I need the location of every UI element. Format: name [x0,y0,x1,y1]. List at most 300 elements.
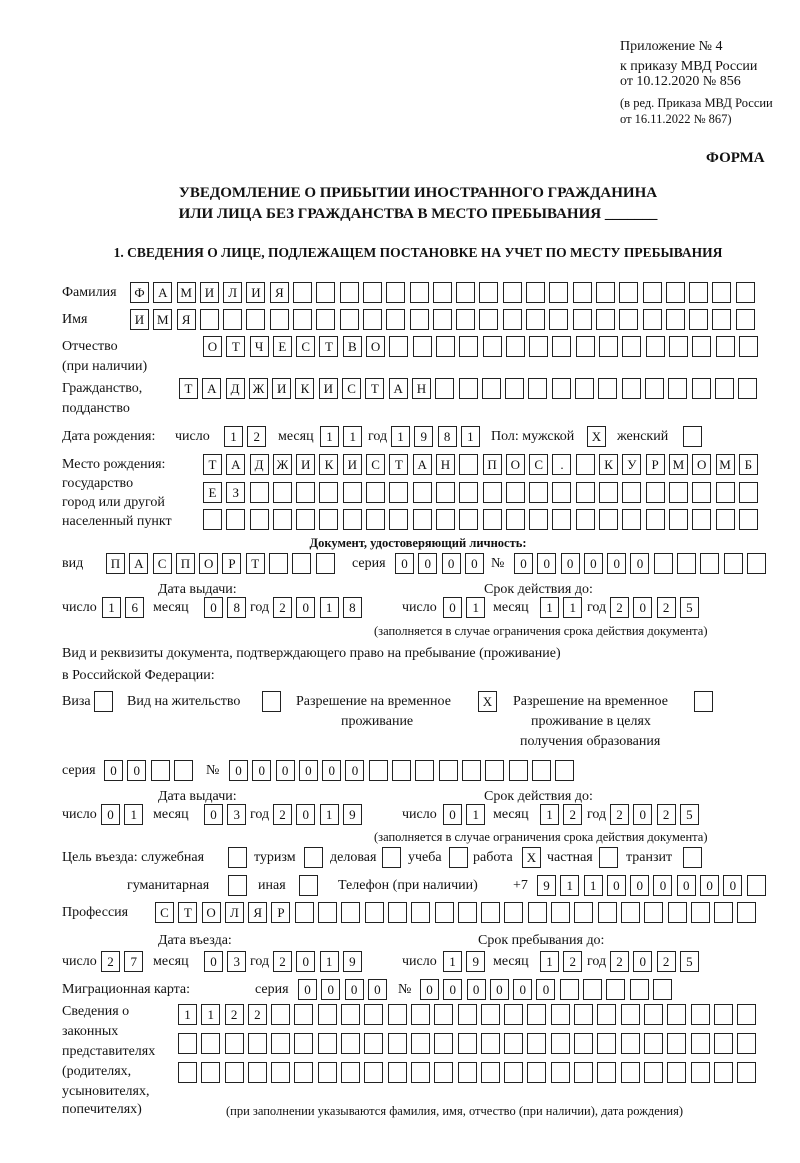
char-cell[interactable]: М [153,309,172,330]
char-cell[interactable]: Т [203,454,222,475]
char-cell[interactable] [462,760,481,781]
char-cell[interactable]: 2 [273,597,292,618]
char-cell[interactable]: 1 [224,426,243,447]
char-cell[interactable] [712,282,731,303]
char-cell[interactable] [738,378,757,399]
checkbox-cell[interactable] [228,875,247,896]
char-cell[interactable] [459,482,478,503]
char-cell[interactable] [481,1004,500,1025]
char-cell[interactable] [413,509,432,530]
migration-series-field[interactable] [298,979,391,1000]
char-cell[interactable] [715,378,734,399]
char-cell[interactable] [248,1033,267,1054]
birthplace-line-3[interactable] [203,509,762,530]
char-cell[interactable]: Ж [249,378,268,399]
char-cell[interactable] [292,553,311,574]
char-cell[interactable] [529,482,548,503]
char-cell[interactable] [340,309,359,330]
char-cell[interactable] [527,1033,546,1054]
char-cell[interactable]: К [319,454,338,475]
char-cell[interactable] [669,336,688,357]
id-valid-month-field[interactable] [540,597,587,618]
char-cell[interactable] [413,336,432,357]
char-cell[interactable] [621,1033,640,1054]
char-cell[interactable]: 0 [443,979,462,1000]
citizenship-field[interactable] [179,378,761,399]
char-cell[interactable] [549,282,568,303]
char-cell[interactable] [677,553,696,574]
char-cell[interactable] [250,509,269,530]
char-cell[interactable]: 1 [124,804,143,825]
char-cell[interactable]: 0 [633,951,652,972]
char-cell[interactable] [737,1004,756,1025]
char-cell[interactable] [506,509,525,530]
char-cell[interactable]: Р [646,454,665,475]
char-cell[interactable]: Д [250,454,269,475]
char-cell[interactable] [250,482,269,503]
char-cell[interactable]: Е [273,336,292,357]
char-cell[interactable] [576,454,595,475]
char-cell[interactable]: Я [177,309,196,330]
char-cell[interactable]: 1 [540,804,559,825]
char-cell[interactable] [714,902,733,923]
char-cell[interactable]: Т [365,378,384,399]
char-cell[interactable]: П [483,454,502,475]
char-cell[interactable] [552,378,571,399]
char-cell[interactable] [363,309,382,330]
id-series-field[interactable] [395,553,488,574]
char-cell[interactable] [388,902,407,923]
char-cell[interactable]: А [413,454,432,475]
char-cell[interactable] [689,309,708,330]
char-cell[interactable] [532,760,551,781]
char-cell[interactable] [343,482,362,503]
char-cell[interactable] [621,902,640,923]
char-cell[interactable] [296,509,315,530]
char-cell[interactable] [246,309,265,330]
char-cell[interactable] [294,1062,313,1083]
char-cell[interactable]: 0 [633,804,652,825]
checkbox-cell[interactable] [382,847,401,868]
char-cell[interactable] [413,482,432,503]
char-cell[interactable] [668,378,687,399]
char-cell[interactable] [692,509,711,530]
char-cell[interactable] [597,1033,616,1054]
char-cell[interactable] [644,902,663,923]
char-cell[interactable]: 0 [561,553,580,574]
char-cell[interactable] [692,482,711,503]
char-cell[interactable] [598,902,617,923]
char-cell[interactable]: 0 [536,979,555,1000]
char-cell[interactable] [619,309,638,330]
char-cell[interactable]: 1 [178,1004,197,1025]
char-cell[interactable]: 0 [630,875,649,896]
char-cell[interactable] [316,309,335,330]
char-cell[interactable]: 1 [320,426,339,447]
purpose-other-checkbox[interactable] [299,875,322,896]
char-cell[interactable]: 1 [466,597,485,618]
char-cell[interactable]: 1 [343,426,362,447]
char-cell[interactable] [736,282,755,303]
char-cell[interactable] [479,309,498,330]
id-issue-month-field[interactable] [204,597,251,618]
birth-month-field[interactable] [320,426,367,447]
char-cell[interactable]: 1 [320,597,339,618]
char-cell[interactable]: 9 [537,875,556,896]
stay-issue-month-field[interactable] [204,804,251,825]
char-cell[interactable] [619,282,638,303]
char-cell[interactable]: 0 [418,553,437,574]
char-cell[interactable]: 9 [343,804,362,825]
char-cell[interactable]: 0 [296,951,315,972]
char-cell[interactable]: 0 [677,875,696,896]
char-cell[interactable]: П [106,553,125,574]
char-cell[interactable] [178,1033,197,1054]
char-cell[interactable]: 3 [227,804,246,825]
stay-year-field[interactable] [610,951,703,972]
char-cell[interactable]: 1 [391,426,410,447]
char-cell[interactable]: 0 [204,597,223,618]
char-cell[interactable]: 9 [466,951,485,972]
char-cell[interactable] [669,509,688,530]
char-cell[interactable]: И [246,282,265,303]
char-cell[interactable] [388,1004,407,1025]
sex-male-checkbox[interactable] [587,426,610,447]
char-cell[interactable] [506,336,525,357]
char-cell[interactable] [597,1062,616,1083]
char-cell[interactable] [316,282,335,303]
char-cell[interactable] [691,1062,710,1083]
checkbox-cell[interactable] [299,875,318,896]
char-cell[interactable] [226,509,245,530]
char-cell[interactable]: 2 [273,804,292,825]
char-cell[interactable] [271,1033,290,1054]
checkbox-cell[interactable] [449,847,468,868]
char-cell[interactable] [341,1004,360,1025]
char-cell[interactable] [436,336,455,357]
char-cell[interactable] [415,760,434,781]
char-cell[interactable] [643,282,662,303]
char-cell[interactable] [270,309,289,330]
char-cell[interactable] [341,1033,360,1054]
char-cell[interactable] [295,902,314,923]
char-cell[interactable] [318,1062,337,1083]
char-cell[interactable] [458,1033,477,1054]
char-cell[interactable] [666,309,685,330]
patronymic-field[interactable] [203,336,762,357]
char-cell[interactable]: 1 [563,597,582,618]
char-cell[interactable]: 1 [540,951,559,972]
char-cell[interactable]: 1 [560,875,579,896]
char-cell[interactable] [573,309,592,330]
char-cell[interactable] [574,902,593,923]
checkbox-cell[interactable] [304,847,323,868]
migration-number-field[interactable] [420,979,676,1000]
char-cell[interactable] [527,1062,546,1083]
char-cell[interactable]: 2 [273,951,292,972]
char-cell[interactable]: 0 [584,553,603,574]
char-cell[interactable] [739,336,758,357]
char-cell[interactable] [271,1004,290,1025]
char-cell[interactable]: Т [319,336,338,357]
char-cell[interactable] [389,336,408,357]
id-issue-day-field[interactable] [102,597,149,618]
char-cell[interactable] [621,1062,640,1083]
char-cell[interactable] [294,1004,313,1025]
char-cell[interactable] [599,336,618,357]
char-cell[interactable] [481,902,500,923]
char-cell[interactable]: Ч [250,336,269,357]
char-cell[interactable]: О [202,902,221,923]
char-cell[interactable] [458,1062,477,1083]
char-cell[interactable] [201,1033,220,1054]
char-cell[interactable]: И [200,282,219,303]
char-cell[interactable] [551,902,570,923]
char-cell[interactable]: 8 [438,426,457,447]
char-cell[interactable]: Л [223,282,242,303]
char-cell[interactable] [456,309,475,330]
checkbox-cell[interactable] [94,691,113,712]
char-cell[interactable]: С [366,454,385,475]
char-cell[interactable] [509,760,528,781]
char-cell[interactable] [294,1033,313,1054]
char-cell[interactable] [459,454,478,475]
char-cell[interactable] [622,509,641,530]
char-cell[interactable]: 0 [537,553,556,574]
char-cell[interactable]: 0 [513,979,532,1000]
char-cell[interactable]: К [599,454,618,475]
char-cell[interactable]: 0 [607,875,626,896]
char-cell[interactable]: Ж [273,454,292,475]
char-cell[interactable] [340,282,359,303]
char-cell[interactable]: 2 [101,951,120,972]
char-cell[interactable] [434,1062,453,1083]
char-cell[interactable] [692,336,711,357]
char-cell[interactable]: З [226,482,245,503]
char-cell[interactable]: 2 [563,951,582,972]
char-cell[interactable]: О [506,454,525,475]
char-cell[interactable] [583,979,602,1000]
char-cell[interactable]: Т [389,454,408,475]
char-cell[interactable] [481,1062,500,1083]
char-cell[interactable] [365,902,384,923]
char-cell[interactable] [479,282,498,303]
char-cell[interactable]: 1 [320,951,339,972]
char-cell[interactable] [555,760,574,781]
char-cell[interactable] [576,482,595,503]
char-cell[interactable] [596,309,615,330]
char-cell[interactable]: 1 [102,597,121,618]
stay-valid-day-field[interactable] [443,804,490,825]
checkbox-cell[interactable] [694,691,713,712]
char-cell[interactable] [653,979,672,1000]
stay-series-field[interactable] [104,760,197,781]
char-cell[interactable] [269,553,288,574]
char-cell[interactable] [225,1033,244,1054]
char-cell[interactable] [654,553,673,574]
char-cell[interactable]: Р [222,553,241,574]
char-cell[interactable]: 2 [657,804,676,825]
char-cell[interactable] [692,378,711,399]
char-cell[interactable] [203,509,222,530]
char-cell[interactable]: 7 [124,951,143,972]
char-cell[interactable]: 3 [227,951,246,972]
char-cell[interactable] [689,282,708,303]
char-cell[interactable] [503,309,522,330]
char-cell[interactable] [318,1004,337,1025]
char-cell[interactable]: 0 [442,553,461,574]
purpose-transit-checkbox[interactable] [683,847,706,868]
char-cell[interactable]: Т [179,378,198,399]
char-cell[interactable]: Н [436,454,455,475]
char-cell[interactable] [737,902,756,923]
char-cell[interactable] [576,336,595,357]
entry-month-field[interactable] [204,951,251,972]
char-cell[interactable] [573,282,592,303]
char-cell[interactable] [669,482,688,503]
char-cell[interactable]: 1 [584,875,603,896]
char-cell[interactable] [456,282,475,303]
char-cell[interactable] [341,902,360,923]
char-cell[interactable]: 8 [343,597,362,618]
char-cell[interactable] [597,1004,616,1025]
char-cell[interactable] [410,309,429,330]
id-type-field[interactable] [106,553,339,574]
char-cell[interactable] [411,1033,430,1054]
char-cell[interactable] [714,1033,733,1054]
char-cell[interactable] [273,482,292,503]
char-cell[interactable]: Я [248,902,267,923]
checkbox-cell[interactable] [228,847,247,868]
char-cell[interactable]: 0 [321,979,340,1000]
edu-residence-checkbox[interactable] [694,691,717,712]
char-cell[interactable] [691,1004,710,1025]
char-cell[interactable] [716,482,735,503]
char-cell[interactable] [596,282,615,303]
char-cell[interactable] [526,282,545,303]
char-cell[interactable]: 2 [610,804,629,825]
char-cell[interactable] [714,1062,733,1083]
char-cell[interactable]: У [622,454,641,475]
char-cell[interactable]: 0 [127,760,146,781]
char-cell[interactable] [574,1004,593,1025]
char-cell[interactable] [503,282,522,303]
char-cell[interactable]: 0 [345,979,364,1000]
char-cell[interactable] [667,1004,686,1025]
char-cell[interactable]: 0 [420,979,439,1000]
char-cell[interactable]: О [692,454,711,475]
char-cell[interactable]: С [155,902,174,923]
char-cell[interactable] [576,509,595,530]
char-cell[interactable]: 2 [247,426,266,447]
char-cell[interactable]: 0 [296,597,315,618]
char-cell[interactable] [458,1004,477,1025]
char-cell[interactable] [724,553,743,574]
char-cell[interactable]: Е [203,482,222,503]
char-cell[interactable] [318,902,337,923]
char-cell[interactable] [481,1033,500,1054]
char-cell[interactable] [366,509,385,530]
char-cell[interactable]: 1 [466,804,485,825]
char-cell[interactable] [529,336,548,357]
char-cell[interactable] [293,282,312,303]
char-cell[interactable] [411,1004,430,1025]
purpose-study-checkbox[interactable] [449,847,472,868]
char-cell[interactable]: 0 [467,979,486,1000]
stay-day-field[interactable] [443,951,490,972]
char-cell[interactable] [506,482,525,503]
char-cell[interactable] [505,378,524,399]
temp-residence-checkbox[interactable] [478,691,501,712]
checkbox-cell[interactable]: X [522,847,541,868]
char-cell[interactable] [574,1033,593,1054]
char-cell[interactable]: 0 [276,760,295,781]
profession-field[interactable] [155,902,761,923]
char-cell[interactable]: 1 [320,804,339,825]
entry-day-field[interactable] [101,951,148,972]
char-cell[interactable]: 0 [322,760,341,781]
char-cell[interactable] [528,902,547,923]
char-cell[interactable] [666,282,685,303]
char-cell[interactable] [174,760,193,781]
purpose-business-checkbox[interactable] [382,847,405,868]
char-cell[interactable] [646,336,665,357]
char-cell[interactable] [316,553,335,574]
char-cell[interactable] [485,760,504,781]
char-cell[interactable]: Н [412,378,431,399]
char-cell[interactable] [691,1033,710,1054]
char-cell[interactable]: М [669,454,688,475]
char-cell[interactable]: 2 [225,1004,244,1025]
representatives-line-2[interactable] [178,1033,760,1054]
char-cell[interactable]: Т [226,336,245,357]
checkbox-cell[interactable] [683,847,702,868]
char-cell[interactable]: И [296,454,315,475]
char-cell[interactable]: 0 [700,875,719,896]
char-cell[interactable]: И [319,378,338,399]
char-cell[interactable] [386,309,405,330]
char-cell[interactable] [747,553,766,574]
char-cell[interactable] [529,509,548,530]
char-cell[interactable]: 2 [610,951,629,972]
char-cell[interactable]: 1 [443,951,462,972]
char-cell[interactable]: 2 [657,597,676,618]
char-cell[interactable] [343,509,362,530]
char-cell[interactable]: К [295,378,314,399]
char-cell[interactable] [369,760,388,781]
char-cell[interactable] [551,1033,570,1054]
char-cell[interactable] [644,1033,663,1054]
char-cell[interactable]: 0 [204,804,223,825]
char-cell[interactable] [552,336,571,357]
char-cell[interactable] [716,509,735,530]
char-cell[interactable] [319,509,338,530]
birth-day-field[interactable] [224,426,271,447]
char-cell[interactable]: Б [739,454,758,475]
char-cell[interactable]: 0 [229,760,248,781]
checkbox-cell[interactable] [262,691,281,712]
char-cell[interactable] [483,336,502,357]
char-cell[interactable] [700,553,719,574]
char-cell[interactable] [433,309,452,330]
char-cell[interactable] [410,282,429,303]
stay-valid-month-field[interactable] [540,804,587,825]
char-cell[interactable] [551,1062,570,1083]
char-cell[interactable] [341,1062,360,1083]
char-cell[interactable]: 8 [227,597,246,618]
char-cell[interactable] [178,1062,197,1083]
char-cell[interactable] [552,509,571,530]
